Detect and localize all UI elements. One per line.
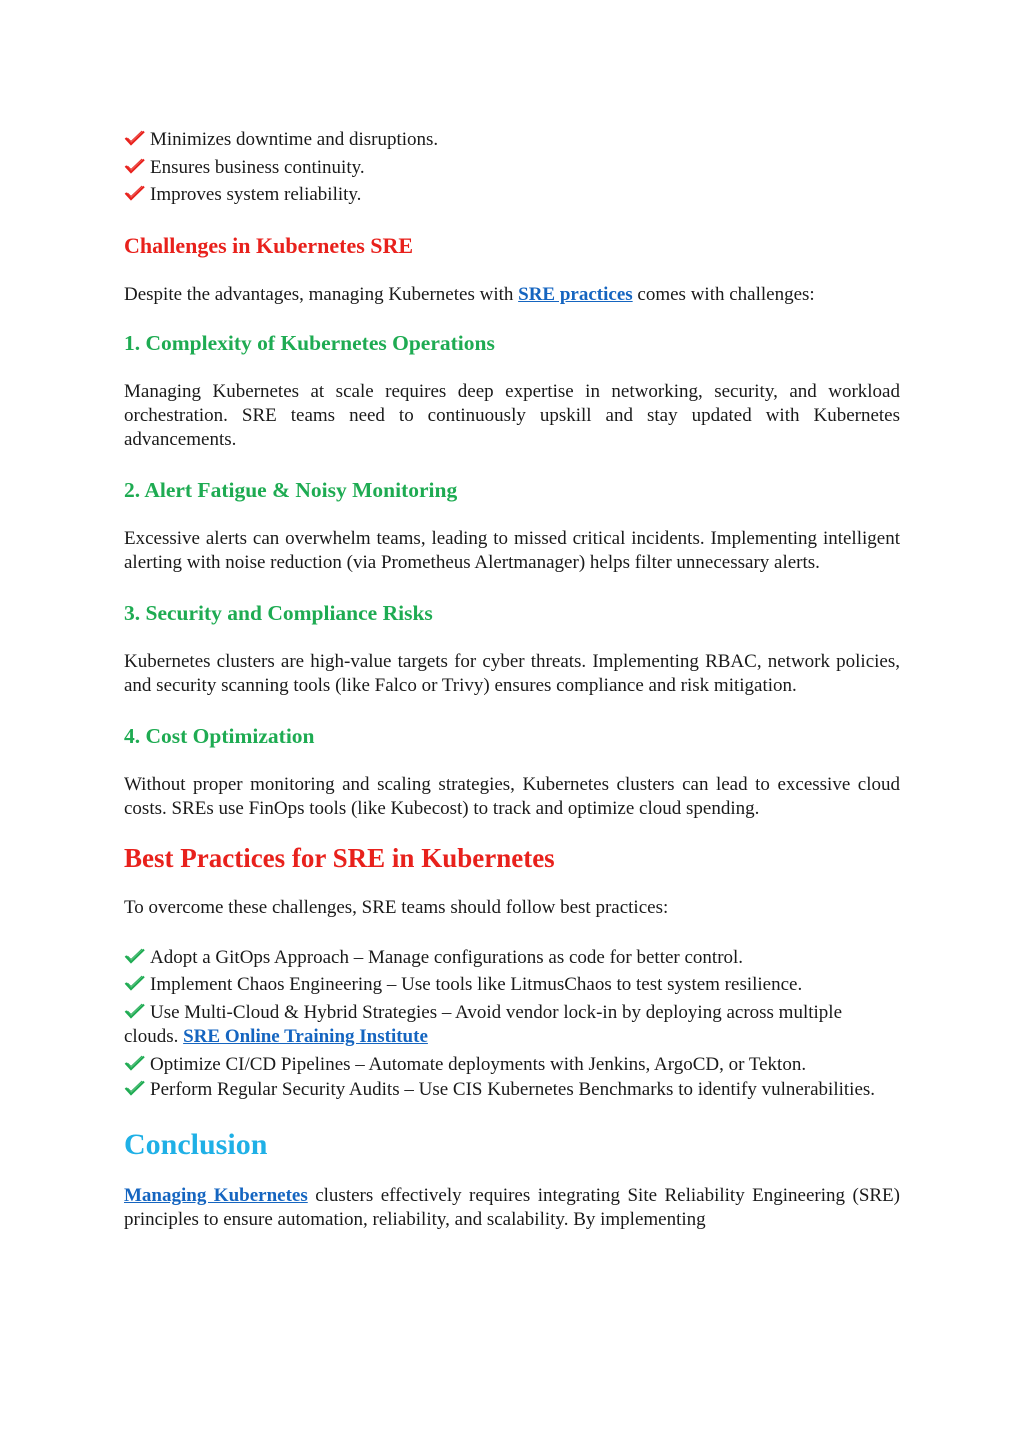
green-checkmark-icon bbox=[124, 948, 146, 964]
red-checkmark-icon bbox=[124, 158, 146, 174]
list-item: Perform Regular Security Audits – Use CIS Kubernetes Benchmarks to identify vulnerabilities. bbox=[124, 1078, 900, 1102]
challenge-2-text: Excessive alerts can overwhelm teams, leading to missed critical incidents. Implementing intelligent alerting with noise reduction (via Prometheus Alertmanager) helps filter unnecessary alerts. bbox=[124, 527, 900, 573]
list-item: Ensures business continuity. bbox=[124, 154, 900, 182]
list-item: Optimize CI/CD Pipelines – Automate deployments with Jenkins, ArgoCD, or Tekton. bbox=[124, 1051, 900, 1079]
green-checkmark-icon bbox=[124, 1003, 146, 1019]
challenge-3-title: 3. Security and Compliance Risks bbox=[124, 600, 433, 625]
challenge-3-text: Kubernetes clusters are high-value targets for cyber threats. Implementing RBAC, network policies, and security scanning tools (like Falco or Trivy) ensures compliance and risk mitigation. bbox=[124, 650, 900, 696]
best-practices-heading: Best Practices for SRE in Kubernetes bbox=[124, 842, 555, 873]
challenge-4-title: 4. Cost Optimization bbox=[124, 723, 315, 748]
challenge-1-text: Managing Kubernetes at scale requires deep expertise in networking, security, and workload orchestration. SRE teams need to continuously upskill and stay updated with Kubernetes advancements. bbox=[124, 380, 900, 450]
challenge-2-title: 2. Alert Fatigue & Noisy Monitoring bbox=[124, 477, 458, 502]
managing-kubernetes-link[interactable]: Managing Kubernetes bbox=[124, 1185, 308, 1206]
challenges-intro: Despite the advantages, managing Kubernetes with SRE practices comes with challenges: bbox=[124, 283, 815, 305]
benefits-list bbox=[124, 126, 900, 209]
sre-training-institute-link[interactable]: SRE Online Training Institute bbox=[183, 1025, 428, 1047]
challenge-4-text: Without proper monitoring and scaling strategies, Kubernetes clusters can lead to excessive cloud costs. SREs use FinOps tools (like Kubecost) to track and optimize cloud spending. bbox=[124, 773, 900, 819]
red-checkmark-icon bbox=[124, 130, 146, 146]
conclusion-heading: Conclusion bbox=[124, 1128, 268, 1161]
challenges-heading: Challenges in Kubernetes SRE bbox=[124, 232, 414, 258]
challenge-1-title: 1. Complexity of Kubernetes Operations bbox=[124, 330, 495, 355]
conclusion-text: Managing Kubernetes clusters effectively requires integrating Site Reliability Engineering (SRE) principles to ensure automation, reliability, and scalability. By implementing bbox=[124, 1185, 900, 1230]
green-checkmark-icon bbox=[124, 1080, 146, 1096]
document-page bbox=[124, 126, 900, 1232]
green-checkmark-icon bbox=[124, 1055, 146, 1071]
list-item: Improves system reliability. bbox=[124, 181, 900, 209]
best-practices-list bbox=[124, 944, 900, 1103]
best-practices-intro: To overcome these challenges, SRE teams should follow best practices: bbox=[124, 896, 669, 918]
list-item: Use Multi-Cloud & Hybrid Strategies – Avoid vendor lock-in by deploying across multiple clouds. SRE Online Training Institute bbox=[124, 1001, 843, 1047]
list-item: Minimizes downtime and disruptions. bbox=[124, 126, 900, 154]
red-checkmark-icon bbox=[124, 185, 146, 201]
green-checkmark-icon bbox=[124, 975, 146, 991]
sre-practices-link[interactable]: SRE practices bbox=[518, 283, 633, 305]
list-item: Implement Chaos Engineering – Use tools like LitmusChaos to test system resilience. bbox=[124, 971, 900, 999]
list-item: Adopt a GitOps Approach – Manage configurations as code for better control. bbox=[124, 944, 900, 972]
